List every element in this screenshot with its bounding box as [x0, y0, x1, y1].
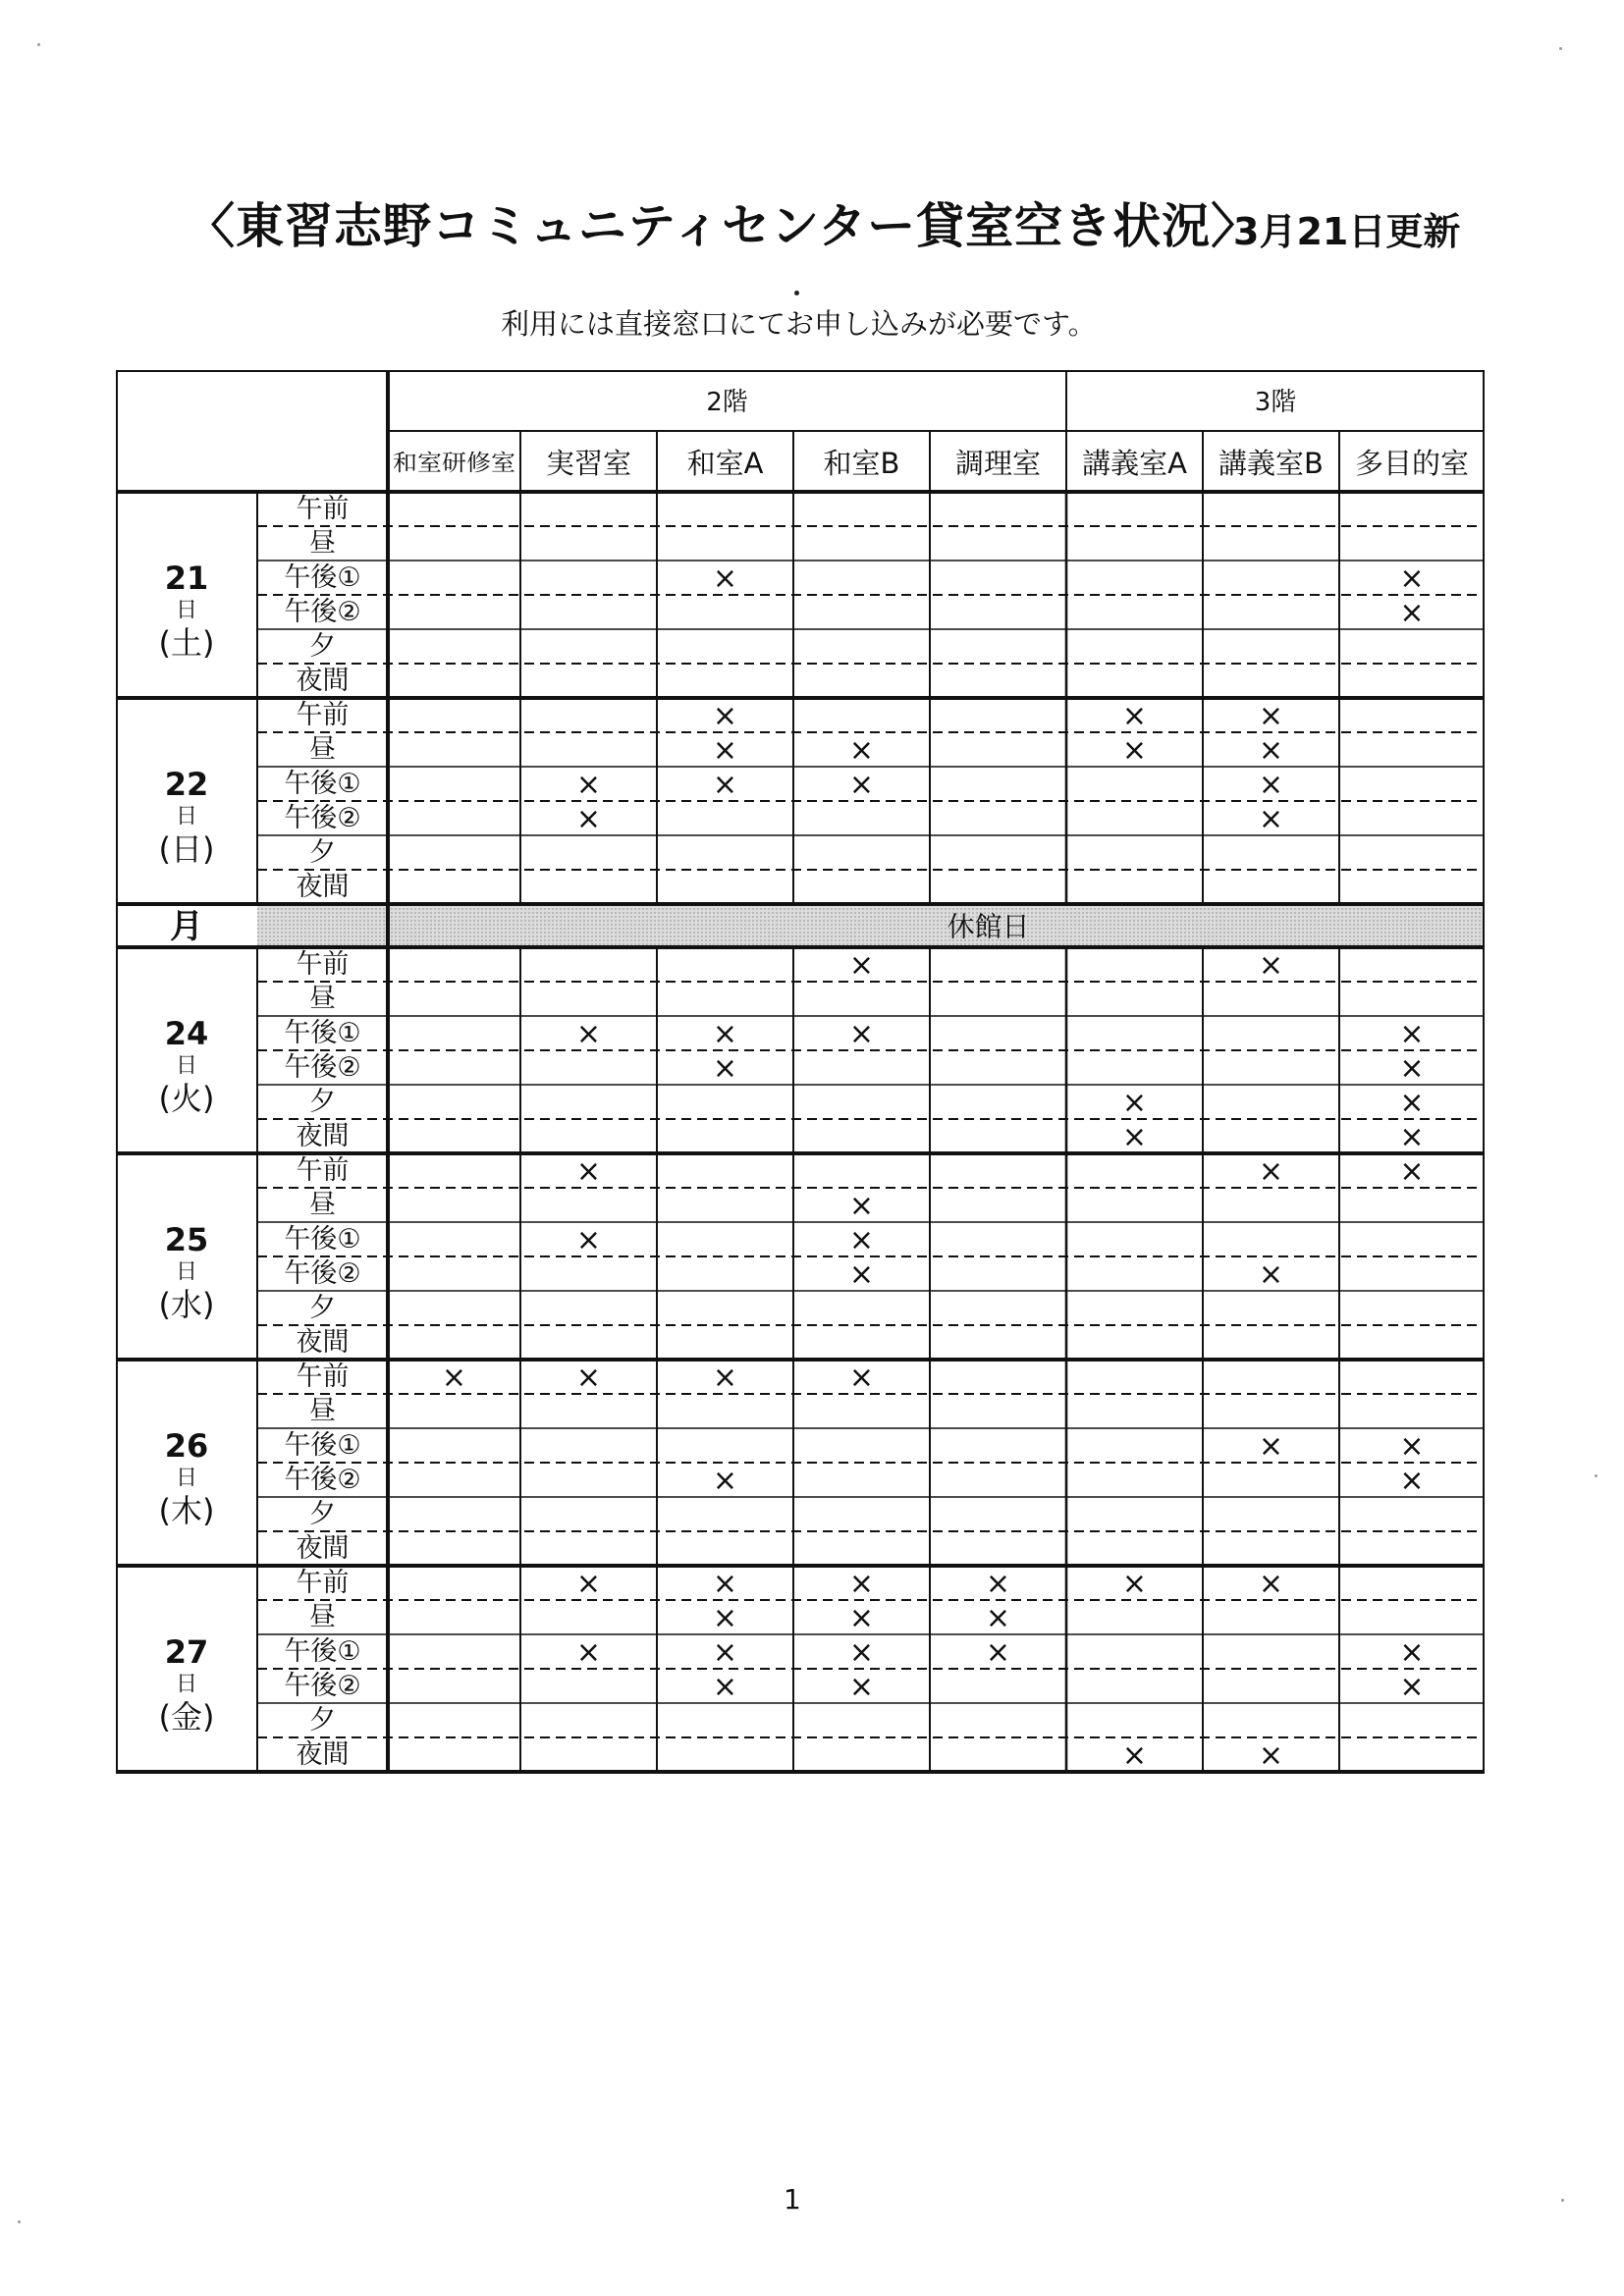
time-slot-label: 午後②: [284, 1258, 361, 1289]
booked-mark: ×: [712, 1601, 738, 1635]
time-slot-label: 午前: [296, 700, 350, 730]
time-slot-label: 夜間: [296, 872, 350, 902]
time-slot-label: 午前: [296, 949, 350, 980]
time-slot-label: 昼: [309, 1602, 336, 1632]
booked-mark: ×: [848, 1670, 875, 1704]
booked-mark: ×: [575, 768, 602, 802]
day-number: 25: [164, 1221, 209, 1258]
scan-speck: [37, 43, 40, 46]
time-slot-label: 夜間: [296, 1121, 350, 1151]
booked-mark: ×: [575, 1017, 602, 1051]
time-slot-label: 夜間: [296, 1327, 350, 1358]
closed-day-band: [257, 904, 1485, 947]
booked-mark: ×: [1399, 561, 1425, 596]
booked-mark: ×: [1121, 733, 1148, 768]
day-unit: 日: [175, 598, 198, 623]
booked-mark: ×: [575, 1361, 602, 1395]
room-name-header: 和室B: [823, 447, 900, 480]
booked-mark: ×: [712, 1635, 738, 1670]
booked-mark: ×: [712, 768, 738, 802]
time-slot-label: 午前: [296, 494, 350, 524]
booked-mark: ×: [1121, 1567, 1148, 1601]
booked-mark: ×: [1399, 1120, 1425, 1154]
booked-mark: ×: [1258, 1154, 1284, 1189]
time-slot-label: 夕: [309, 631, 336, 662]
booked-mark: ×: [848, 733, 875, 768]
booked-mark: ×: [1258, 733, 1284, 768]
booked-mark: ×: [712, 1464, 738, 1498]
room-name-header: 多目的室: [1354, 447, 1470, 480]
time-slot-label: 昼: [309, 984, 336, 1014]
weekday-label: (日): [158, 830, 215, 868]
booked-mark: ×: [848, 948, 875, 983]
booked-mark: ×: [848, 1361, 875, 1395]
updated-date: 3月21日更新: [1233, 210, 1461, 253]
time-slot-label: 午後②: [284, 1052, 361, 1083]
time-slot-label: 午後②: [284, 597, 361, 627]
time-slot-label: 昼: [309, 1190, 336, 1220]
scan-speck: [1561, 2199, 1564, 2202]
availability-grid: [116, 370, 1485, 1802]
time-slot-label: 昼: [309, 1396, 336, 1426]
booked-mark: ×: [1258, 768, 1284, 802]
booked-mark: ×: [712, 1017, 738, 1051]
day-number: 24: [164, 1015, 209, 1052]
day-number: 22: [164, 766, 209, 803]
booked-mark: ×: [712, 1051, 738, 1086]
booked-mark: ×: [712, 699, 738, 733]
room-name-header: 調理室: [954, 447, 1042, 480]
closed-day-label: 休館日: [947, 910, 1030, 943]
day-unit: 日: [175, 804, 198, 829]
booked-mark: ×: [712, 1567, 738, 1601]
time-slot-label: 午後①: [284, 1224, 361, 1255]
time-slot-label: 午後①: [284, 1636, 361, 1667]
weekday-label: (火): [158, 1080, 215, 1117]
booked-mark: ×: [1399, 1429, 1425, 1464]
booked-mark: ×: [1258, 1257, 1284, 1292]
time-slot-label: 午前: [296, 1155, 350, 1186]
time-slot-label: 午後①: [284, 1430, 361, 1461]
booked-mark: ×: [848, 768, 875, 802]
day-unit: 日: [175, 1466, 198, 1491]
time-slot-label: 午後②: [284, 1671, 361, 1701]
room-name-header: 講義室B: [1218, 447, 1324, 480]
time-slot-label: 午後①: [284, 1018, 361, 1048]
day-unit: 日: [175, 1053, 198, 1079]
day-number: 27: [164, 1633, 209, 1671]
time-slot-label: 夕: [309, 1705, 336, 1735]
booked-mark: ×: [848, 1223, 875, 1257]
page-number: 1: [784, 2183, 801, 2216]
booked-mark: ×: [575, 1567, 602, 1601]
weekday-label: (土): [158, 624, 215, 662]
time-slot-label: 午前: [296, 1362, 350, 1392]
time-slot-label: 午後②: [284, 803, 361, 833]
time-slot-label: 午後①: [284, 769, 361, 799]
room-name-header: 和室A: [686, 447, 764, 480]
booked-mark: ×: [1121, 1120, 1148, 1154]
booked-mark: ×: [1399, 1017, 1425, 1051]
room-name-header: 和室研修室: [393, 451, 515, 476]
booked-mark: ×: [1399, 1086, 1425, 1120]
room-name-header: 実習室: [545, 447, 632, 480]
booked-mark: ×: [985, 1601, 1011, 1635]
time-slot-label: 夕: [309, 837, 336, 868]
scan-speck: [18, 2220, 21, 2223]
booked-mark: ×: [1399, 1051, 1425, 1086]
scan-speck: [1595, 1474, 1597, 1477]
time-slot-label: 昼: [309, 528, 336, 559]
booked-mark: ×: [1121, 1738, 1148, 1773]
page-title: 〈東習志野コミュニティセンター貸室空き状況〉: [187, 198, 1261, 254]
booked-mark: ×: [848, 1017, 875, 1051]
scan-dot: [794, 291, 799, 295]
booked-mark: ×: [441, 1361, 467, 1395]
booked-mark: ×: [575, 1223, 602, 1257]
weekday-label: (水): [158, 1286, 215, 1323]
time-slot-label: 夜間: [296, 1533, 350, 1564]
booked-mark: ×: [1399, 1670, 1425, 1704]
application-note: 利用には直接窓口にてお申し込みが必要です。: [501, 307, 1097, 341]
time-slot-label: 午後②: [284, 1465, 361, 1495]
time-slot-label: 昼: [309, 734, 336, 765]
booked-mark: ×: [1258, 802, 1284, 836]
booked-mark: ×: [1399, 1464, 1425, 1498]
booked-mark: ×: [1258, 1429, 1284, 1464]
day-number: 26: [164, 1427, 209, 1465]
time-slot-label: 夕: [309, 1499, 336, 1529]
scan-speck: [1559, 47, 1562, 50]
booked-mark: ×: [1399, 596, 1425, 630]
booked-mark: ×: [1258, 1567, 1284, 1601]
booked-mark: ×: [848, 1257, 875, 1292]
booked-mark: ×: [575, 1154, 602, 1189]
availability-table: [116, 370, 1485, 1802]
booked-mark: ×: [712, 561, 738, 596]
time-slot-label: 夜間: [296, 1739, 350, 1770]
room-name-header: 講義室A: [1082, 447, 1187, 480]
time-slot-label: 夕: [309, 1087, 336, 1117]
weekday-label: (木): [158, 1492, 215, 1529]
closed-weekday-label: 月: [170, 907, 203, 946]
time-slot-label: 夕: [309, 1293, 336, 1323]
day-unit: 日: [175, 1672, 198, 1697]
booked-mark: ×: [1258, 948, 1284, 983]
booked-mark: ×: [712, 1361, 738, 1395]
day-number: 21: [164, 560, 209, 597]
booked-mark: ×: [1258, 699, 1284, 733]
time-slot-label: 午後①: [284, 562, 361, 593]
booked-mark: ×: [1258, 1738, 1284, 1773]
booked-mark: ×: [848, 1567, 875, 1601]
booked-mark: ×: [575, 802, 602, 836]
booked-mark: ×: [848, 1189, 875, 1223]
booked-mark: ×: [1399, 1154, 1425, 1189]
booked-mark: ×: [712, 1670, 738, 1704]
booked-mark: ×: [1121, 1086, 1148, 1120]
booked-mark: ×: [985, 1635, 1011, 1670]
time-slot-label: 午前: [296, 1568, 350, 1598]
booked-mark: ×: [712, 733, 738, 768]
booked-mark: ×: [1399, 1635, 1425, 1670]
booked-mark: ×: [848, 1635, 875, 1670]
booked-mark: ×: [575, 1635, 602, 1670]
time-slot-label: 夜間: [296, 666, 350, 696]
floor-label: 3階: [1254, 388, 1297, 417]
booked-mark: ×: [1121, 699, 1148, 733]
floor-label: 2階: [706, 388, 748, 417]
booked-mark: ×: [985, 1567, 1011, 1601]
day-unit: 日: [175, 1259, 198, 1285]
booked-mark: ×: [848, 1601, 875, 1635]
weekday-label: (金): [158, 1698, 215, 1735]
